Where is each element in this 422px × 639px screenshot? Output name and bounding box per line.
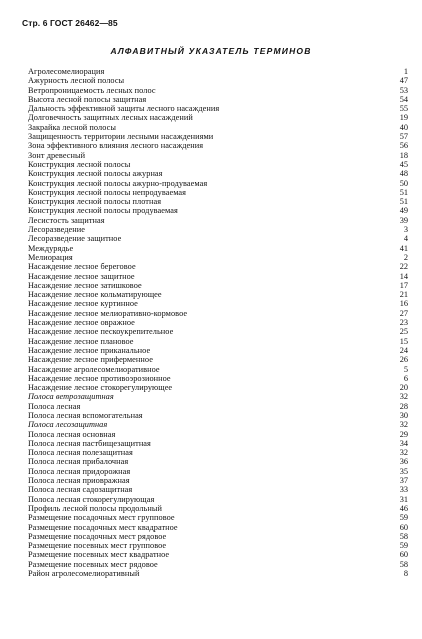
index-term-number: 17 <box>399 280 408 290</box>
index-term: Насаждение лесное береговое <box>28 262 136 272</box>
index-term-number: 46 <box>399 503 408 513</box>
index-term: Насаждение лесное куртинное <box>28 299 138 309</box>
index-entry <box>28 439 408 448</box>
index-term-number: 20 <box>399 383 408 393</box>
index-term-number: 58 <box>399 559 408 569</box>
index-entry <box>28 476 408 485</box>
index-term-number: 32 <box>399 420 408 430</box>
index-term: Полоса лесная пастбищезащитная <box>28 438 151 448</box>
index-term: Насаждение лесное плановое <box>28 336 134 346</box>
index-entry <box>28 402 408 411</box>
index-term-number: 16 <box>399 299 408 309</box>
index-term-number: 35 <box>399 466 408 476</box>
index-term-number: 59 <box>399 541 408 551</box>
index-term: Полоса лесная садозащитная <box>28 485 133 495</box>
index-entry <box>28 179 408 188</box>
index-term: Насаждение лесное овражное <box>28 318 135 328</box>
index-term-number: 31 <box>399 494 408 504</box>
index-entry <box>28 355 408 364</box>
index-entry <box>28 160 408 169</box>
index-entry <box>28 67 408 76</box>
index-term-number: 25 <box>399 327 408 337</box>
index-entry <box>28 411 408 420</box>
index-entry <box>28 272 408 281</box>
index-term-number: 6 <box>403 373 408 383</box>
index-term-number: 56 <box>399 141 408 151</box>
index-term-number: 51 <box>399 197 408 207</box>
index-term-number: 22 <box>399 262 408 272</box>
index-term-number: 49 <box>399 206 408 216</box>
index-entry <box>28 281 408 290</box>
index-term-number: 54 <box>399 94 408 104</box>
index-entry <box>28 392 408 401</box>
index-term: Размещение посевных мест групповое <box>28 541 167 551</box>
index-entry <box>28 504 408 513</box>
index-entry <box>28 318 408 327</box>
index-term-number: 53 <box>399 85 408 95</box>
index-term-number: 5 <box>403 364 408 374</box>
index-term: Размещение посадочных мест квадратное <box>28 522 178 532</box>
index-term-number: 51 <box>399 187 408 197</box>
index-entry <box>28 132 408 141</box>
index-term: Междурядье <box>28 243 74 253</box>
index-entry <box>28 467 408 476</box>
index-term: Зонт древесный <box>28 150 86 160</box>
index-entry <box>28 206 408 215</box>
index-term-number: 33 <box>399 485 408 495</box>
index-entry <box>28 225 408 234</box>
index-term: Полоса лесная прибалочная <box>28 457 129 467</box>
index-term-number: 29 <box>399 429 408 439</box>
index-term: Размещение посевных мест рядовое <box>28 559 158 569</box>
index-term: Лесистость защитная <box>28 215 105 225</box>
index-entry <box>28 448 408 457</box>
index-entry <box>28 569 408 578</box>
index-term: Конструкция лесной полосы <box>28 159 131 169</box>
index-term-number: 45 <box>399 159 408 169</box>
index-entry <box>28 216 408 225</box>
index-term-number: 30 <box>399 410 408 420</box>
index-entry <box>28 420 408 429</box>
index-term-number: 26 <box>399 355 408 365</box>
index-entry <box>28 309 408 318</box>
index-entry <box>28 234 408 243</box>
index-entry <box>28 550 408 559</box>
index-term: Полоса лесная <box>28 401 81 411</box>
index-term-number: 59 <box>399 513 408 523</box>
index-term-number: 48 <box>399 169 408 179</box>
index-term-number: 60 <box>399 550 408 560</box>
index-term: Дальность эффективной защиты лесного насаждения <box>28 104 220 114</box>
index-entry <box>28 244 408 253</box>
index-entry <box>28 197 408 206</box>
index-term: Насаждение агролесомелиоративное <box>28 364 160 374</box>
index-term: Конструкция лесной полосы плотная <box>28 197 162 207</box>
index-term: Насаждение лесное кольматирующее <box>28 290 162 300</box>
index-entry <box>28 457 408 466</box>
index-entry <box>28 485 408 494</box>
index-term-number: 47 <box>399 76 408 86</box>
index-term: Зона эффективного влияния лесного насаждения <box>28 141 204 151</box>
index-entry <box>28 95 408 104</box>
index-term: Полоса лесная стокорегулирующая <box>28 494 155 504</box>
index-term: Мелиорация <box>28 252 73 262</box>
index-term-number: 18 <box>399 150 408 160</box>
index-term: Насаждение лесное противоэрозионное <box>28 373 171 383</box>
index-term-number: 8 <box>403 569 408 579</box>
index-term-number: 39 <box>399 215 408 225</box>
index-term: Лесоразведение защитное <box>28 234 122 244</box>
index-term-number: 1 <box>403 67 408 76</box>
page-header: Стр. 6 ГОСТ 26462—85 <box>22 18 118 28</box>
index-term: Размещение посадочных мест групповое <box>28 513 175 523</box>
index-term: Агролесомелиорация <box>28 67 105 76</box>
index-term-number: 40 <box>399 122 408 132</box>
index-entry <box>28 430 408 439</box>
index-term-number: 32 <box>399 392 408 402</box>
index-title: АЛФАВИТНЫЙ УКАЗАТЕЛЬ ТЕРМИНОВ <box>110 46 312 56</box>
index-term: Насаждение лесное затишковое <box>28 280 142 290</box>
index-term: Конструкция лесной полосы ажурно-продуваемая <box>28 178 208 188</box>
index-term: Насаждение лесное приканальное <box>28 345 151 355</box>
index-term: Полоса ветрозащитная <box>28 392 114 402</box>
index-term: Полоса лесная вспомогательная <box>28 410 143 420</box>
index-entry <box>28 532 408 541</box>
index-term-number: 55 <box>399 104 408 114</box>
index-entry <box>28 513 408 522</box>
index-term-number: 60 <box>399 522 408 532</box>
index-entry <box>28 262 408 271</box>
index-term-number: 4 <box>403 234 408 244</box>
index-term: Размещение посадочных мест рядовое <box>28 531 167 541</box>
index-entry <box>28 337 408 346</box>
index-term-number: 37 <box>399 476 408 486</box>
index-entry <box>28 560 408 569</box>
index-term-number: 28 <box>399 401 408 411</box>
index-term-number: 41 <box>399 243 408 253</box>
index-term-number: 24 <box>399 345 408 355</box>
index-term-number: 15 <box>399 336 408 346</box>
index-term-number: 34 <box>399 438 408 448</box>
index-term-number: 27 <box>399 308 408 318</box>
index-term: Насаждение лесное приферменное <box>28 355 153 365</box>
index-term: Насаждение лесное мелиоративно-кормовое <box>28 308 188 318</box>
index-term: Высота лесной полосы защитная <box>28 94 147 104</box>
index-term-number: 50 <box>399 178 408 188</box>
index-term-number: 19 <box>399 113 408 123</box>
index-term: Полоса лесная полезащитная <box>28 448 133 458</box>
index-term: Долговечность защитных лесных насаждений <box>28 113 193 123</box>
index-entry <box>28 299 408 308</box>
index-term: Полоса лесная придорожная <box>28 466 131 476</box>
index-entry <box>28 76 408 85</box>
index-term-number: 36 <box>399 457 408 467</box>
index-term: Полоса лесозащитная <box>28 420 108 430</box>
index-entry <box>28 123 408 132</box>
index-term: Ажурность лесной полосы <box>28 76 125 86</box>
index-term: Полоса лесная приовражная <box>28 476 130 486</box>
index-term: Конструкция лесной полосы ажурная <box>28 169 163 179</box>
index-term-number: 21 <box>399 290 408 300</box>
index-term-number: 14 <box>399 271 408 281</box>
index-entry <box>28 327 408 336</box>
index-entry <box>28 169 408 178</box>
index-entry <box>28 383 408 392</box>
index-term: Насаждение лесное защитное <box>28 271 135 281</box>
index-term-number: 2 <box>403 252 408 262</box>
index-term: Насаждение лесное стокорегулирующее <box>28 383 173 393</box>
index-entry <box>28 523 408 532</box>
index-term: Защищенность территории лесными насаждениями <box>28 132 214 142</box>
index-term: Профиль лесной полосы продольный <box>28 503 162 513</box>
index-entry <box>28 365 408 374</box>
index-entry <box>28 151 408 160</box>
index-term: Конструкция лесной полосы непродуваемая <box>28 187 187 197</box>
index-entry <box>28 113 408 122</box>
index-entry <box>28 495 408 504</box>
index-entry <box>28 86 408 95</box>
index-term-number: 58 <box>399 531 408 541</box>
term-index-list <box>28 67 408 578</box>
index-term: Насаждение лесное пескоукрепительное <box>28 327 174 337</box>
index-term: Лесоразведение <box>28 225 86 235</box>
index-term-number: 32 <box>399 448 408 458</box>
index-term: Размещение посевных мест квадратное <box>28 550 170 560</box>
index-entry <box>28 188 408 197</box>
index-term: Полоса лесная основная <box>28 429 116 439</box>
index-entry <box>28 374 408 383</box>
index-term: Ветропроницаемость лесных полос <box>28 85 156 95</box>
index-term-number: 57 <box>399 132 408 142</box>
index-term: Конструкция лесной полосы продуваемая <box>28 206 178 216</box>
index-entry <box>28 141 408 150</box>
index-entry <box>28 104 408 113</box>
index-term: Закрайка лесной полосы <box>28 122 116 132</box>
index-term-number: 3 <box>403 225 408 235</box>
index-entry <box>28 346 408 355</box>
index-entry <box>28 541 408 550</box>
index-entry <box>28 290 408 299</box>
index-term-number: 23 <box>399 318 408 328</box>
index-entry <box>28 253 408 262</box>
index-term: Район агролесомелиоративный <box>28 569 140 579</box>
